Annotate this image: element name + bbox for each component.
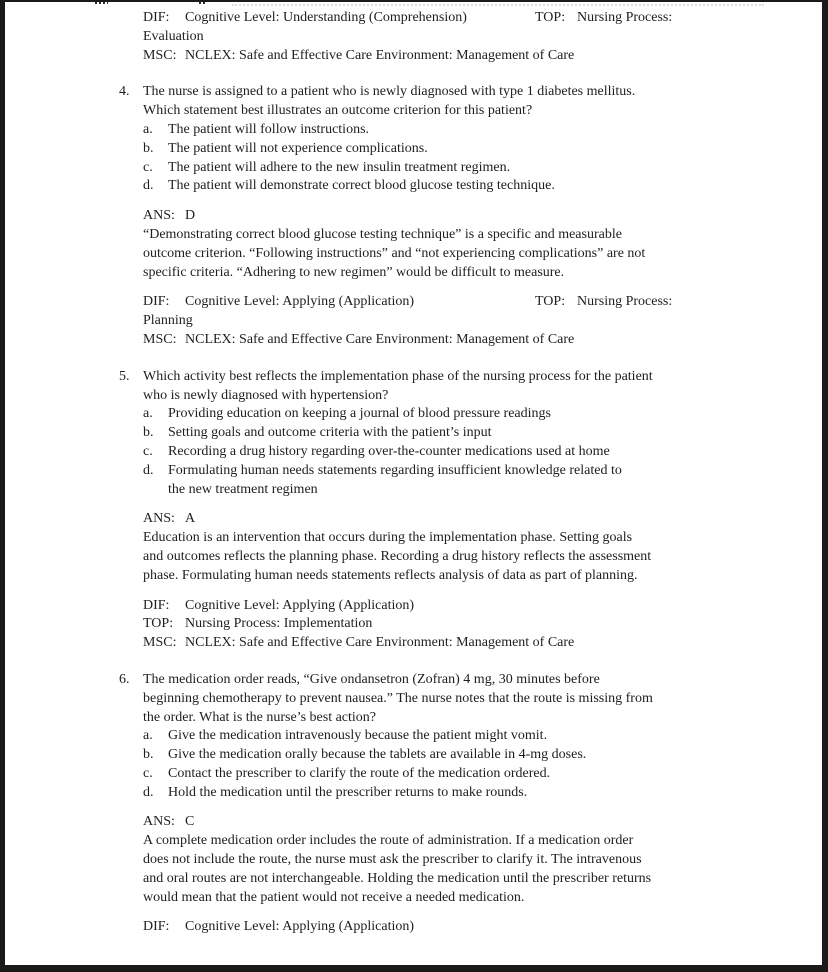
top-label: TOP: <box>535 294 566 310</box>
msc-text: NCLEX: Safe and Effective Care Environment: Management of Care <box>185 47 575 63</box>
question-metadata <box>143 597 739 653</box>
msc-line <box>143 47 739 66</box>
option-text-line: The patient will not experience complications. <box>168 140 428 156</box>
option-text-line: The patient will adhere to the new insulin treatment regimen. <box>168 159 511 175</box>
options-list <box>143 405 739 499</box>
option-letter: a. <box>143 728 153 744</box>
question-stem-line: Which statement best illustrates an outcome criterion for this patient? <box>143 103 533 119</box>
rationale-line: specific criteria. “Adhering to new regimen” would be difficult to measure. <box>143 264 565 280</box>
option-letter: a. <box>143 121 153 137</box>
question-number: 5. <box>119 368 130 384</box>
option-letter: b. <box>143 425 154 441</box>
rationale-line: outcome criterion. “Following instructions” and “not experiencing complications” are not <box>143 245 646 261</box>
msc-text: NCLEX: Safe and Effective Care Environment: Management of Care <box>185 331 575 347</box>
answer-value: D <box>185 208 196 224</box>
answer-label: ANS: <box>143 208 175 224</box>
cut-off-text-remnant <box>232 4 764 6</box>
question-metadata <box>143 918 739 937</box>
answer-section <box>143 813 739 907</box>
msc-label: MSC: <box>143 331 177 347</box>
document-content <box>119 9 739 937</box>
question-5 <box>119 368 739 500</box>
answer-option-d <box>143 784 739 803</box>
option-letter: c. <box>143 159 153 175</box>
rationale-line: A complete medication order includes the route of administration. If a medication order <box>143 833 634 849</box>
top-text: Nursing Process: <box>577 294 673 310</box>
scan-edge-right <box>822 0 828 972</box>
rationale-line: would mean that the patient would not receive a needed medication. <box>143 889 525 905</box>
question-4 <box>119 83 739 196</box>
rationale-line: and outcomes reflects the planning phase. Recording a drug history reflects the assessment <box>143 548 652 564</box>
option-letter: b. <box>143 140 154 156</box>
answer-section <box>143 207 739 282</box>
rationale-line: Education is an intervention that occurs during the implementation phase. Setting goals <box>143 530 633 546</box>
dif-text: Cognitive Level: Applying (Application) <box>185 919 415 935</box>
option-text-line: The patient will follow instructions. <box>168 121 370 137</box>
dif-label: DIF: <box>143 10 170 25</box>
answer-label: ANS: <box>143 814 175 830</box>
question-stem-line: The nurse is assigned to a patient who is newly diagnosed with type 1 diabetes mellitus. <box>143 84 636 100</box>
top-column <box>535 293 672 312</box>
answer-option-b <box>143 424 739 443</box>
question-metadata <box>143 293 739 349</box>
answer-line <box>143 207 739 226</box>
answer-label: ANS: <box>143 511 175 527</box>
dif-label: DIF: <box>143 919 170 935</box>
dif-top-line <box>143 293 739 312</box>
option-text-line: Give the medication orally because the tablets are available in 4-mg doses. <box>168 747 587 763</box>
answer-option-d <box>143 177 739 196</box>
options-list <box>143 727 739 802</box>
top-label: TOP: <box>143 616 174 632</box>
answer-line <box>143 813 739 832</box>
question-stem-line: beginning chemotherapy to prevent nausea.” The nurse notes that the route is missing from <box>143 690 653 706</box>
option-letter: c. <box>143 765 153 781</box>
msc-label: MSC: <box>143 47 177 63</box>
question-stem-line: The medication order reads, “Give ondansetron (Zofran) 4 mg, 30 minutes before <box>143 671 600 687</box>
option-text-line: the new treatment regimen <box>168 481 318 497</box>
dif-top-line <box>143 9 739 28</box>
top-line <box>143 615 739 634</box>
option-letter: b. <box>143 747 154 763</box>
answer-option-b <box>143 746 739 765</box>
top-column <box>535 9 672 28</box>
answer-option-a <box>143 727 739 746</box>
scan-edge-left <box>0 0 5 972</box>
dif-text: Cognitive Level: Applying (Application) <box>185 294 415 310</box>
option-letter: d. <box>143 462 154 478</box>
option-text-line: The patient will demonstrate correct blood glucose testing technique. <box>168 178 555 194</box>
msc-line <box>143 331 739 350</box>
msc-text: NCLEX: Safe and Effective Care Environment: Management of Care <box>185 635 575 651</box>
rationale-line: and oral routes are not interchangeable. Holding the medication until the prescriber returns <box>143 870 652 886</box>
answer-value: C <box>185 814 195 830</box>
options-list <box>143 121 739 196</box>
dif-line <box>143 918 739 937</box>
dif-text: Cognitive Level: Understanding (Comprehension) <box>185 10 467 25</box>
question-metadata <box>143 9 739 65</box>
msc-label: MSC: <box>143 635 177 651</box>
rationale-line: does not include the route, the nurse must ask the prescriber to clarify it. The intravenous <box>143 852 642 868</box>
option-letter: a. <box>143 406 153 422</box>
rationale-line: “Demonstrating correct blood glucose testing technique” is a specific and measurable <box>143 226 622 242</box>
scan-edge-top <box>0 0 828 2</box>
option-text-line: Recording a drug history regarding over-the-counter medications used at home <box>168 443 610 459</box>
option-text-line: Formulating human needs statements regarding insufficient knowledge related to <box>168 462 622 478</box>
option-letter: d. <box>143 178 154 194</box>
question-stem-line: Which activity best reflects the implementation phase of the nursing process for the patient <box>143 368 653 384</box>
rationale-line: phase. Formulating human needs statements reflects analysis of data as part of planning. <box>143 567 638 583</box>
top-label: TOP: <box>535 10 566 25</box>
msc-line <box>143 634 739 653</box>
question-stem-line: who is newly diagnosed with hypertension? <box>143 387 389 403</box>
answer-line <box>143 510 739 529</box>
option-letter: d. <box>143 784 154 800</box>
answer-section <box>143 510 739 585</box>
answer-option-d <box>143 462 739 500</box>
answer-option-a <box>143 405 739 424</box>
metadata-continuation: Planning <box>143 313 193 329</box>
answer-option-a <box>143 121 739 140</box>
dif-text: Cognitive Level: Applying (Application) <box>185 597 415 613</box>
top-text: Nursing Process: <box>577 10 673 25</box>
option-text-line: Contact the prescriber to clarify the route of the medication ordered. <box>168 765 551 781</box>
question-stem-line: the order. What is the nurse’s best action? <box>143 709 377 725</box>
top-text: Nursing Process: Implementation <box>185 616 373 632</box>
answer-option-b <box>143 140 739 159</box>
metadata-continuation: Evaluation <box>143 28 204 44</box>
dif-label: DIF: <box>143 597 170 613</box>
answer-option-c <box>143 443 739 462</box>
answer-option-c <box>143 765 739 784</box>
question-number: 6. <box>119 671 130 687</box>
option-letter: c. <box>143 443 153 459</box>
option-text-line: Providing education on keeping a journal of blood pressure readings <box>168 406 551 422</box>
dif-line <box>143 597 739 616</box>
option-text-line: Give the medication intravenously because the patient might vomit. <box>168 728 548 744</box>
question-6 <box>119 671 739 803</box>
scan-edge-bottom <box>0 965 828 972</box>
answer-value: A <box>185 511 196 527</box>
answer-option-c <box>143 159 739 178</box>
option-text-line: Setting goals and outcome criteria with the patient’s input <box>168 425 492 441</box>
question-number: 4. <box>119 84 130 100</box>
option-text-line: Hold the medication until the prescriber returns to make rounds. <box>168 784 528 800</box>
dif-label: DIF: <box>143 294 170 310</box>
